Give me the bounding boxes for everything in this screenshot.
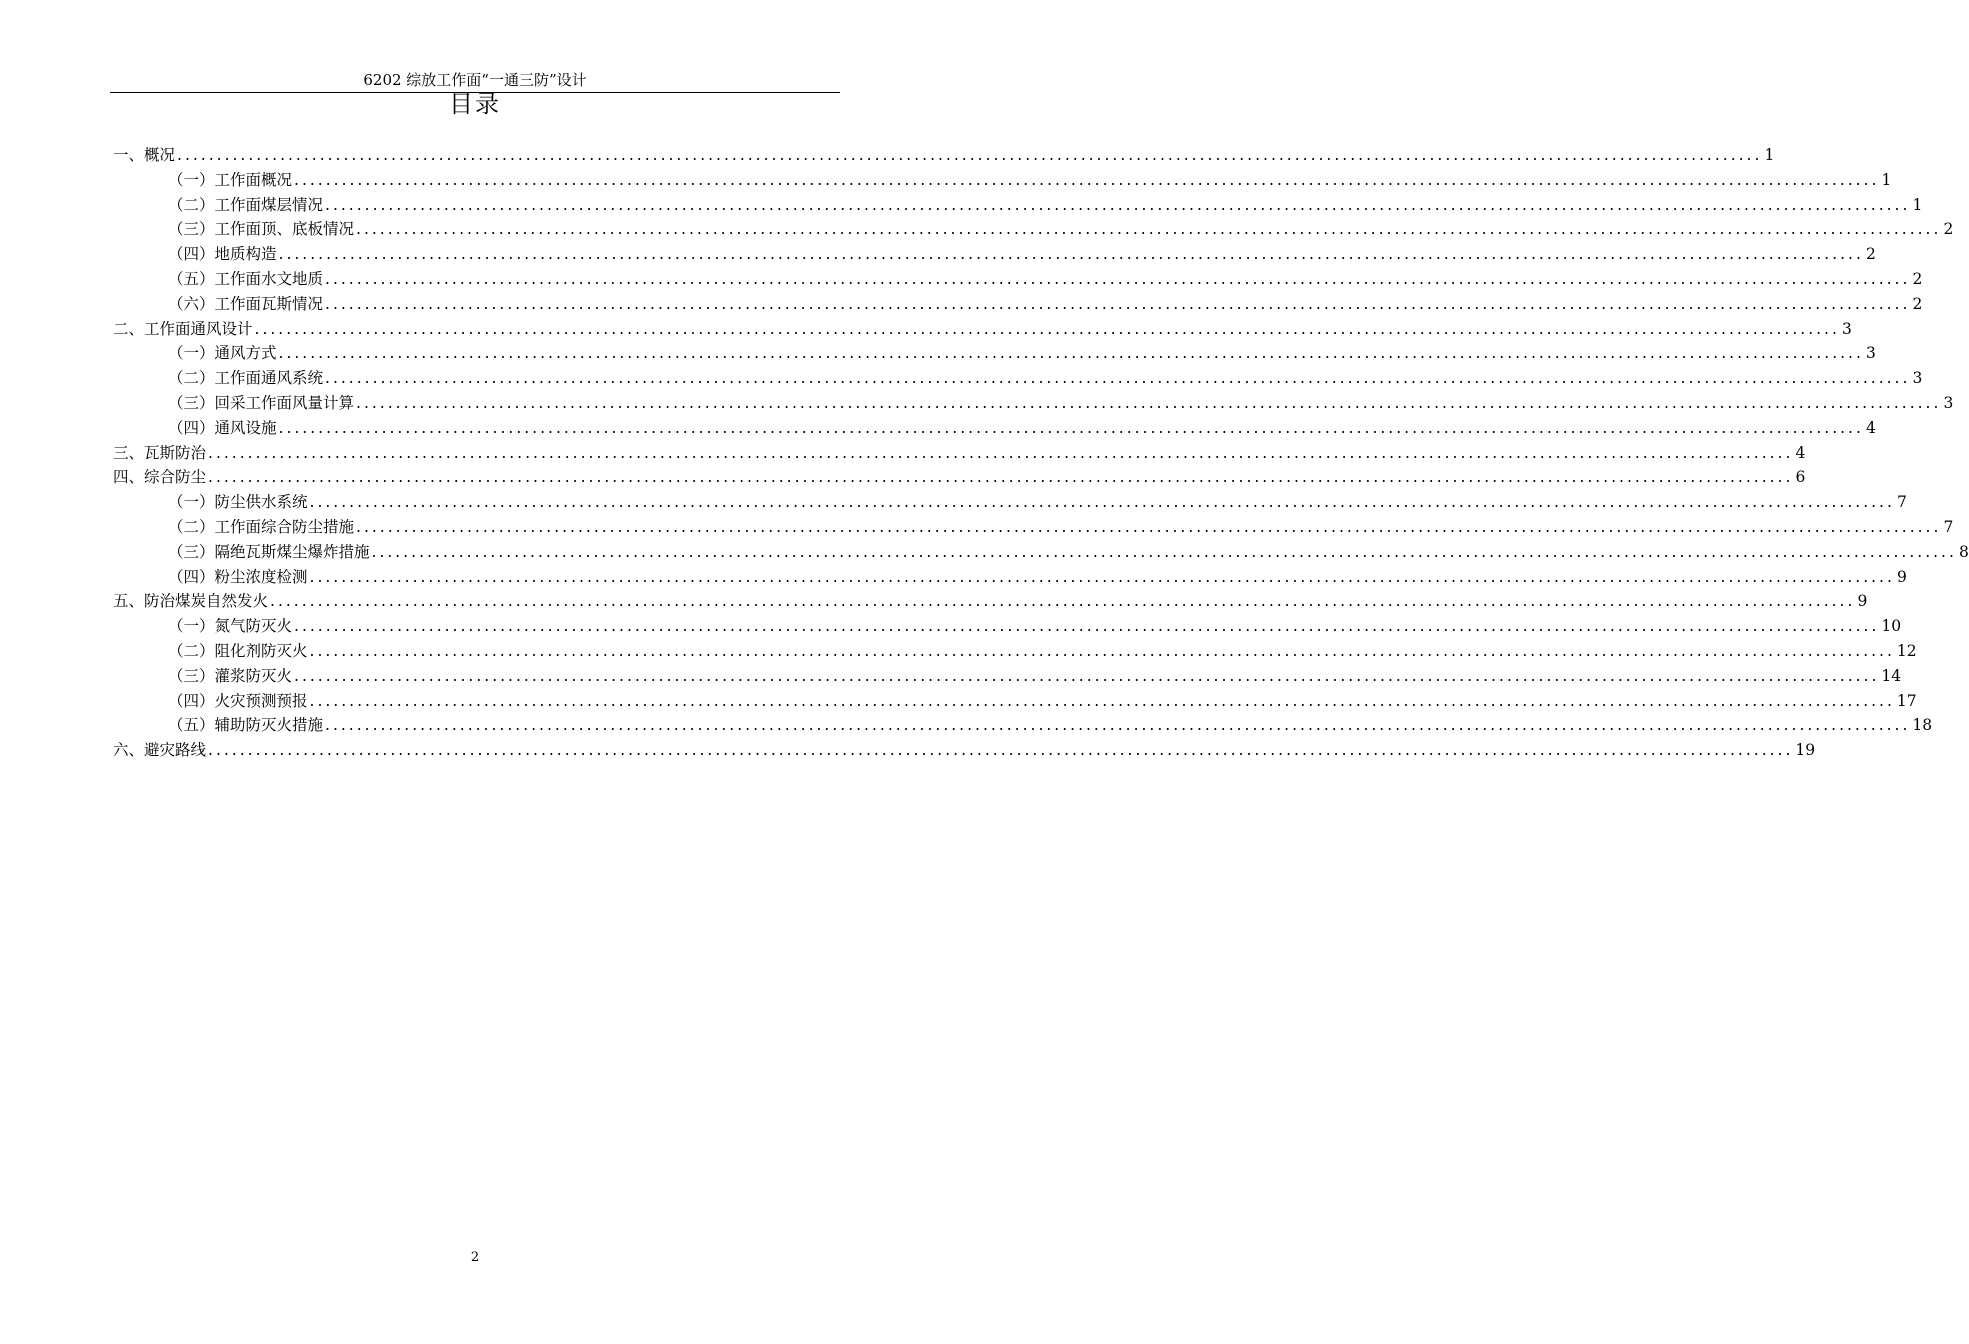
toc-entry[interactable] bbox=[113, 565, 1907, 590]
page-number: 2 bbox=[470, 1250, 480, 1265]
toc-dot-leader: ........................................................................................................................................................................................................ bbox=[294, 617, 1880, 636]
table-of-contents bbox=[113, 143, 1969, 763]
toc-dot-leader: ........................................................................................................................................................................................................ bbox=[309, 691, 1895, 710]
toc-title: 目录 bbox=[449, 90, 501, 118]
toc-entry-page: 3 bbox=[1866, 344, 1876, 363]
toc-entry-label: （四）粉尘浓度检测 bbox=[168, 567, 308, 586]
toc-dot-leader: ........................................................................................................................................................................................................ bbox=[208, 741, 1794, 760]
toc-entry[interactable] bbox=[113, 193, 1923, 218]
toc-entry-label: （三）工作面顶、底板情况 bbox=[168, 220, 355, 239]
toc-entry[interactable] bbox=[113, 515, 1954, 540]
toc-entry[interactable] bbox=[113, 317, 1852, 342]
toc-entry[interactable] bbox=[113, 639, 1917, 664]
toc-entry[interactable] bbox=[113, 267, 1923, 292]
toc-entry-label: （一）防尘供水系统 bbox=[168, 493, 308, 512]
toc-dot-leader: ........................................................................................................................................................................................................ bbox=[325, 269, 1911, 288]
toc-entry[interactable] bbox=[113, 242, 1876, 267]
toc-entry-page: 7 bbox=[1897, 493, 1907, 512]
toc-entry[interactable] bbox=[113, 217, 1954, 242]
toc-dot-leader: ........................................................................................................................................................................................................ bbox=[356, 393, 1942, 412]
toc-dot-leader: ........................................................................................................................................................................................................ bbox=[208, 468, 1794, 487]
toc-entry-page: 2 bbox=[1912, 294, 1923, 313]
toc-entry-page: 4 bbox=[1866, 418, 1876, 437]
toc-entry[interactable] bbox=[113, 143, 1775, 168]
toc-entry-page: 10 bbox=[1881, 617, 1902, 636]
toc-dot-leader: ........................................................................................................................................................................................................ bbox=[294, 170, 1880, 189]
toc-entry-page: 2 bbox=[1866, 245, 1876, 264]
toc-entry[interactable] bbox=[113, 614, 1902, 639]
toc-dot-leader: ........................................................................................................................................................................................................ bbox=[278, 245, 1864, 264]
toc-dot-leader: ........................................................................................................................................................................................................ bbox=[325, 369, 1911, 388]
toc-entry-page: 9 bbox=[1857, 592, 1868, 611]
toc-entry-label: 三、瓦斯防治 bbox=[113, 443, 207, 462]
toc-dot-leader: ........................................................................................................................................................................................................ bbox=[294, 666, 1880, 685]
toc-entry-label: （四）通风设施 bbox=[168, 418, 277, 437]
toc-entry-label: （三）隔绝瓦斯煤尘爆炸措施 bbox=[168, 542, 370, 561]
toc-entry[interactable] bbox=[113, 664, 1902, 689]
toc-dot-leader: ........................................................................................................................................................................................................ bbox=[325, 294, 1911, 313]
toc-entry-label: （三）回采工作面风量计算 bbox=[168, 393, 355, 412]
toc-entry-label: （一）工作面概况 bbox=[168, 170, 293, 189]
toc-entry-label: （二）阻化剂防灭火 bbox=[168, 641, 308, 660]
toc-entry-page: 1 bbox=[1912, 195, 1923, 214]
toc-entry[interactable] bbox=[113, 465, 1806, 490]
toc-dot-leader: ........................................................................................................................................................................................................ bbox=[278, 418, 1864, 437]
toc-entry[interactable] bbox=[113, 416, 1876, 441]
toc-entry[interactable] bbox=[113, 689, 1917, 714]
toc-entry-label: （一）通风方式 bbox=[168, 344, 277, 363]
toc-entry[interactable] bbox=[113, 589, 1868, 614]
toc-entry[interactable] bbox=[113, 391, 1954, 416]
toc-entry[interactable] bbox=[113, 490, 1907, 515]
toc-dot-leader: ........................................................................................................................................................................................................ bbox=[208, 443, 1794, 462]
toc-entry[interactable] bbox=[113, 713, 1933, 738]
toc-entry-label: （三）灌浆防灭火 bbox=[168, 666, 293, 685]
toc-entry-label: （一）氮气防灭火 bbox=[168, 617, 293, 636]
toc-entry-page: 3 bbox=[1912, 369, 1923, 388]
toc-entry[interactable] bbox=[113, 738, 1816, 763]
toc-entry[interactable] bbox=[113, 292, 1923, 317]
toc-entry-label: （四）地质构造 bbox=[168, 245, 277, 264]
toc-entry[interactable] bbox=[113, 366, 1923, 391]
toc-entry[interactable] bbox=[113, 341, 1876, 366]
toc-entry-page: 4 bbox=[1795, 443, 1806, 462]
toc-entry-page: 1 bbox=[1881, 170, 1892, 189]
toc-dot-leader: ........................................................................................................................................................................................................ bbox=[278, 344, 1864, 363]
toc-dot-leader: ........................................................................................................................................................................................................ bbox=[309, 493, 1895, 512]
toc-dot-leader: ........................................................................................................................................................................................................ bbox=[325, 195, 1911, 214]
toc-dot-leader: ........................................................................................................................................................................................................ bbox=[309, 641, 1895, 660]
document-title: 6202 综放工作面“一通三防”设计 bbox=[363, 71, 587, 89]
toc-entry-page: 14 bbox=[1881, 666, 1902, 685]
toc-dot-leader: ........................................................................................................................................................................................................ bbox=[177, 146, 1763, 164]
toc-entry-page: 7 bbox=[1943, 517, 1954, 536]
toc-entry-label: 六、避灾路线 bbox=[113, 741, 207, 760]
toc-entry-label: （六）工作面瓦斯情况 bbox=[168, 294, 324, 313]
toc-entry-page: 8 bbox=[1959, 542, 1969, 561]
toc-dot-leader: ........................................................................................................................................................................................................ bbox=[270, 592, 1856, 611]
toc-entry-label: （五）辅助防灭火措施 bbox=[168, 716, 324, 735]
toc-entry-label: （二）工作面综合防尘措施 bbox=[168, 517, 355, 536]
toc-dot-leader: ........................................................................................................................................................................................................ bbox=[356, 517, 1942, 536]
toc-entry-page: 2 bbox=[1943, 220, 1954, 239]
toc-dot-leader: ........................................................................................................................................................................................................ bbox=[356, 220, 1942, 239]
toc-entry-label: （二）工作面通风系统 bbox=[168, 369, 324, 388]
toc-entry-page: 6 bbox=[1795, 468, 1806, 487]
toc-entry-page: 17 bbox=[1896, 691, 1917, 710]
toc-entry-label: 二、工作面通风设计 bbox=[113, 319, 253, 338]
toc-entry-page: 2 bbox=[1912, 269, 1923, 288]
toc-entry-label: 一、概况 bbox=[113, 146, 176, 164]
toc-dot-leader: ........................................................................................................................................................................................................ bbox=[371, 542, 1957, 561]
toc-entry[interactable] bbox=[113, 441, 1806, 466]
toc-entry-page: 9 bbox=[1897, 567, 1907, 586]
toc-entry-page: 19 bbox=[1795, 741, 1816, 760]
toc-entry[interactable] bbox=[113, 168, 1892, 193]
toc-dot-leader: ........................................................................................................................................................................................................ bbox=[325, 716, 1911, 735]
toc-entry-label: （四）火灾预测预报 bbox=[168, 691, 308, 710]
toc-entry-label: （二）工作面煤层情况 bbox=[168, 195, 324, 214]
toc-entry-page: 18 bbox=[1912, 716, 1933, 735]
toc-entry-page: 3 bbox=[1842, 319, 1852, 338]
toc-dot-leader: ........................................................................................................................................................................................................ bbox=[254, 319, 1840, 338]
toc-entry-page: 12 bbox=[1896, 641, 1917, 660]
toc-dot-leader: ........................................................................................................................................................................................................ bbox=[309, 567, 1895, 586]
toc-entry-label: 四、综合防尘 bbox=[113, 468, 207, 487]
toc-entry-page: 3 bbox=[1943, 393, 1954, 412]
toc-entry-label: （五）工作面水文地质 bbox=[168, 269, 324, 288]
toc-entry[interactable] bbox=[113, 540, 1969, 565]
toc-entry-label: 五、防治煤炭自然发火 bbox=[113, 592, 269, 611]
toc-entry-page: 1 bbox=[1764, 146, 1775, 164]
